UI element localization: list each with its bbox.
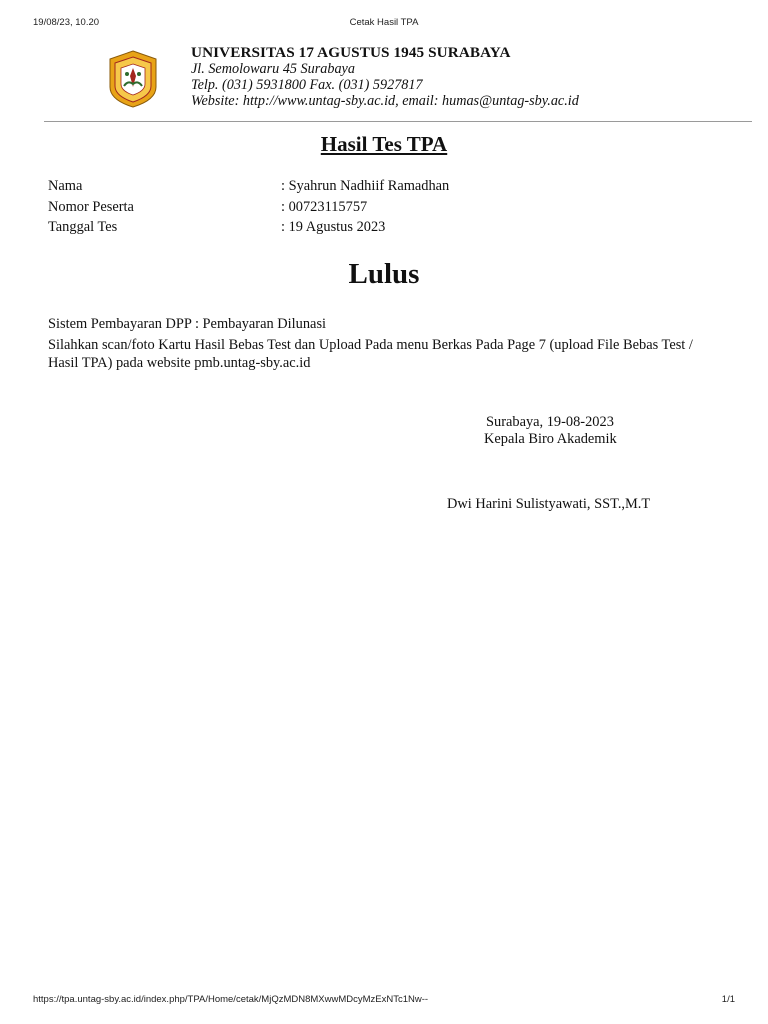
participant-number-value: : 00723115757 xyxy=(281,198,368,215)
signatory-name: Dwi Harini Sulistyawati, SST.,M.T xyxy=(447,496,651,512)
university-seal-icon xyxy=(107,50,159,108)
name-value: : Syahrun Nadhiif Ramadhan xyxy=(281,178,450,194)
name-label: Nama xyxy=(48,178,83,194)
university-name: UNIVERSITAS 17 AGUSTUS 1945 SURABAYA xyxy=(191,44,511,61)
payment-note: Sistem Pembayaran DPP : Pembayaran Dilunasi xyxy=(48,316,327,332)
print-url: https://tpa.untag-sby.ac.id/index.php/TPA/Home/cetak/MjQzMDN8MXwwMDcyMzExNTc1Nw-- xyxy=(33,994,429,1005)
university-address: Jl. Semolowaru 45 Surabaya xyxy=(191,61,355,77)
document-title: Hasil Tes TPA xyxy=(320,132,448,156)
notes xyxy=(48,315,718,372)
participant-number-label: Nomor Peserta xyxy=(48,198,134,215)
university-website: Website: http://www.untag-sby.ac.id, email: humas@untag-sby.ac.id xyxy=(191,93,579,109)
print-footer xyxy=(0,994,768,1008)
university-phone: Telp. (031) 5931800 Fax. (031) 5927817 xyxy=(191,77,423,93)
test-date-value: : 19 Agustus 2023 xyxy=(281,219,386,235)
signature-position: Kepala Biro Akademik xyxy=(484,431,617,447)
upload-instruction: Silahkan scan/foto Kartu Hasil Bebas Test dan Upload Pada menu Berkas Pada Page 7 (upload File Bebas Test / Hasil TPA) pada website pmb.untag-sby.ac.id xyxy=(48,337,693,371)
signature-place-date: Surabaya, 19-08-2023 xyxy=(486,414,614,430)
print-header xyxy=(0,17,768,31)
print-datetime: 19/08/23, 10.20 xyxy=(33,17,100,28)
print-page-number: 1/1 xyxy=(721,994,735,1005)
letterhead xyxy=(191,44,731,109)
letterhead-divider xyxy=(44,121,752,122)
test-result: Lulus xyxy=(348,258,420,290)
test-date-label: Tanggal Tes xyxy=(48,219,118,235)
print-page-title: Cetak Hasil TPA xyxy=(349,17,419,28)
